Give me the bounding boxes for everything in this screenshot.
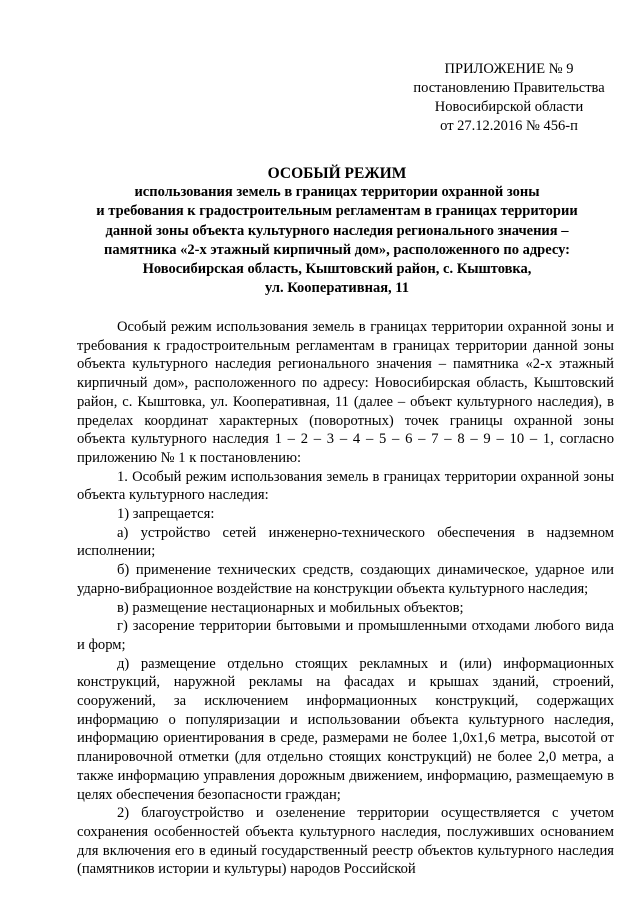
paragraph-item-2: 2) благоустройство и озеленение территории осуществляется с учетом сохранения особенностей объекта культурного наследия, послуживших основанием для включения его в единый государственный реестр объектов культурного наследия (памятников истории и культуры) народов Российской xyxy=(77,805,614,878)
appendix-header xyxy=(404,60,614,136)
paragraph-item-g: г) засорение территории бытовыми и промышленными отходами любого вида и форм; xyxy=(77,618,614,653)
title-line-3: данной зоны объекта культурного наследия регионального значения – xyxy=(105,222,569,239)
paragraph-item-b: б) применение технических средств, создающих динамическое, ударное или ударно-вибрационное воздействие на конструкции объекта культурного наследия; xyxy=(77,562,614,597)
paragraph-item-v: в) размещение нестационарных и мобильных объектов; xyxy=(117,599,464,616)
title-main: ОСОБЫЙ РЕЖИМ xyxy=(267,165,407,182)
title-line-5: Новосибирская область, Кыштовский район, с. Кыштовка, xyxy=(142,261,532,278)
title-line-4: памятника «2-х этажный кирпичный дом», расположенного по адресу: xyxy=(104,241,570,258)
paragraph-item-d: д) размещение отдельно стоящих рекламных и (или) информационных конструкций, наружной рекламы на фасадах и крышах зданий, строений, сооружений, за исключением информационных конструкций, содержащих информацию о популяризации и использовании объекта культурного наследия, информацию ориентирования в среде, размерами не более 1,0х1,6 метра, высотой от планировочной отметки (для отдельно стоящих конструкций) не более 2,0 метра, а также информацию управления дорожным движением, информацию, размещаемую в целях обеспечения безопасности граждан; xyxy=(77,655,614,803)
appendix-date-line: от 27.12.2016 № 456-п xyxy=(440,118,578,134)
appendix-region-line: Новосибирской области xyxy=(434,99,584,115)
paragraph-intro: Особый режим использования земель в границах территории охранной зоны и требования к градостроительным регламентам в границах территории данной зоны объекта культурного наследия регионального значения – памятника «2-х этажный кирпичный дом», расположенного по адресу: Новосибирская область, Кыштовский район, с. Кыштовка, ул. Кооперативная, 11 (далее – объект культурного наследия), в пределах координат характерных (поворотных) точек границы охранной зоны объекта культурного наследия 1 – 2 – 3 – 4 – 5 – 6 – 7 – 8 – 9 – 10 – 1, согласно приложению № 1 к постановлению: xyxy=(77,319,614,466)
appendix-decree-line: постановлению Правительства xyxy=(413,80,605,96)
document-body xyxy=(77,318,614,879)
appendix-number: ПРИЛОЖЕНИЕ № 9 xyxy=(444,61,574,77)
title-line-6: ул. Кооперативная, 11 xyxy=(264,280,409,297)
paragraph-item-a: а) устройство сетей инженерно-технического обеспечения в надземном исполнении; xyxy=(77,524,614,560)
paragraph-item-1-1: 1) запрещается: xyxy=(117,506,215,523)
document-title xyxy=(60,164,614,299)
paragraph-item-1: 1. Особый режим использования земель в границах территории охранной зоны объекта культурного наследия: xyxy=(77,468,614,504)
title-line-1: использования земель в границах территории охранной зоны xyxy=(134,184,540,200)
title-line-2: и требования к градостроительным регламентам в границах территории xyxy=(96,203,578,220)
